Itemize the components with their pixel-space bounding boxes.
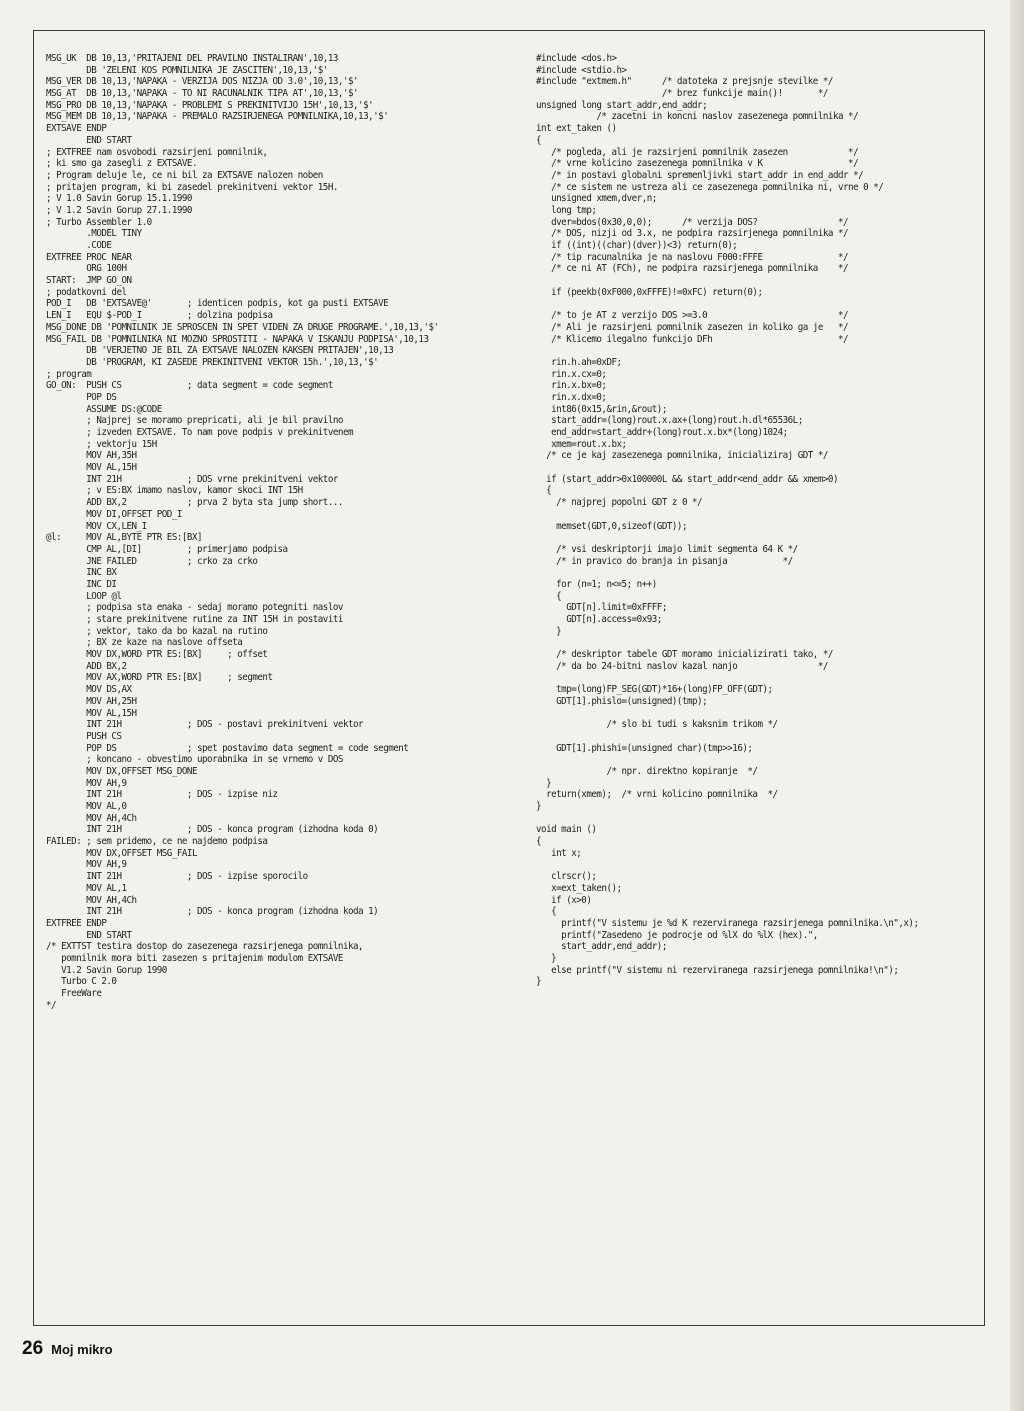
code-line: /* to je AT z verzijo DOS >=3.0 */ (536, 310, 849, 322)
code-line: /* vrne kolicino zasezenega pomnilnika v K */ (536, 158, 859, 170)
code-line (536, 813, 996, 825)
code-line: /* in postavi globalni spremenljivki start_addr in end_addr */ (536, 169, 864, 181)
code-line (536, 567, 996, 579)
code-line: MOV AL,15H (46, 462, 137, 474)
code-line: ORG 100H (46, 263, 127, 275)
code-line: INT 21H ; DOS - konca program (izhodna koda 1) (46, 906, 379, 918)
code-line: /* DOS, nizji od 3.x, ne podpira razsirjenega pomnilnika */ (536, 228, 849, 240)
code-line: if (x>0) (536, 894, 592, 906)
code-line: if (peekb(0xF000,0xFFFE)!=0xFC) return(0); (536, 286, 763, 298)
code-line: @l: MOV AL,BYTE PTR ES:[BX] (46, 532, 203, 544)
code-line: /* npr. direktno kopiranje */ (536, 765, 758, 777)
code-line: MOV CX,LEN_I (46, 520, 147, 532)
code-line (536, 509, 996, 521)
code-line: Turbo C 2.0 (46, 976, 117, 988)
code-line: ASSUME DS:@CODE (46, 403, 162, 415)
code-line: ; ki smo ga zasegli z EXTSAVE. (46, 158, 197, 170)
page-edge-shadow (1010, 0, 1024, 1411)
code-line: rin.x.cx=0; (536, 368, 607, 380)
code-line: MSG_VER DB 10,13,'NAPAKA - VERZIJA DOS NIZJA OD 3.0',10,13,'$' (46, 76, 359, 88)
code-line: printf("Zasedeno je podrocje od %lX do %lX (hex).", (536, 929, 818, 941)
code-line: ; V 1.2 Savin Gorup 27.1.1990 (46, 204, 192, 216)
code-line: DB 'VERJETNO JE BIL ZA EXTSAVE NALOZEN KAKSEN PRITAJEN',10,13 (46, 345, 394, 357)
code-line: MOV AL,15H (46, 707, 137, 719)
code-line: /* da bo 24-bitni naslov kazal nanjo */ (536, 660, 828, 672)
code-line: INT 21H ; DOS vrne prekinitveni vektor (46, 473, 338, 485)
code-line: /* ce ni AT (FCh), ne podpira razsirjenega pomnilnika */ (536, 263, 849, 275)
code-line: { (536, 134, 542, 146)
code-line: MOV AL,0 (46, 801, 127, 812)
code-line (536, 532, 996, 544)
magazine-name: Moj mikro (51, 1342, 113, 1357)
code-line: ; Najprej se moramo prepricati, ali je bil pravilno (46, 415, 343, 427)
code-line: INC DI (46, 578, 117, 590)
code-line: MOV DS,AX (46, 684, 132, 696)
code-line: ; koncano - obvestimo uporabnika in se vrnemo v DOS (46, 754, 343, 766)
code-line: end_addr=start_addr+(long)rout.x.bx*(long)1024; (536, 427, 788, 438)
code-line: MOV AL,1 (46, 882, 127, 894)
code-line: int86(0x15,&rin,&rout); (536, 403, 667, 415)
code-line: MOV AX,WORD PTR ES:[BX] ; segment (46, 672, 273, 684)
code-line: int x; (536, 847, 582, 859)
code-line (536, 462, 996, 474)
right-code-column (536, 53, 996, 988)
code-line: { (536, 836, 542, 848)
page-footer (22, 1338, 113, 1360)
code-line: } (536, 976, 542, 988)
code-line: MSG_MEM DB 10,13,'NAPAKA - PREMALO RAZSIRJENEGA POMNILNIKA,10,13,'$' (46, 111, 389, 123)
code-line: .CODE (46, 240, 112, 251)
code-line: POP DS ; spet postavimo data segment = code segment (46, 742, 409, 754)
code-line: MOV AH,35H (46, 450, 137, 462)
code-line: unsigned xmem,dver,n; (536, 193, 657, 205)
code-line: INT 21H ; DOS - izpise niz (46, 789, 278, 801)
code-line (536, 298, 996, 310)
code-line: #include "extmem.h" /* datoteka z prejsnje stevilke */ (536, 76, 833, 88)
code-line: /* EXTTST testira dostop do zasezenega razsirjenega pomnilnika, (46, 941, 364, 953)
code-line: /* ce sistem ne ustreza ali ce zasezenega pomnilnika ni, vrne 0 */ (536, 181, 884, 193)
code-line: /* zacetni in koncni naslov zasezenega pomnilnika */ (536, 111, 859, 123)
code-line (536, 345, 996, 357)
code-line (536, 637, 996, 649)
code-line: MSG_PRO DB 10,13,'NAPAKA - PROBLEMI S PREKINITVIJO 15H',10,13,'$' (46, 99, 374, 111)
code-line: clrscr(); (536, 871, 597, 883)
code-line: FreeWare (46, 988, 102, 999)
code-line: ; Program deluje le, ce ni bil za EXTSAVE nalozen noben (46, 169, 323, 181)
code-line: if ((int)((char)(dver))<3) return(0); (536, 240, 738, 251)
code-line: pomnilnik mora biti zasezen s pritajenim modulom EXTSAVE (46, 952, 343, 964)
code-line: MOV DX,OFFSET MSG_DONE (46, 765, 197, 777)
code-line: MOV DI,OFFSET POD_I (46, 508, 182, 520)
code-line: MSG_AT DB 10,13,'NAPAKA - TO NI RACUNALNIK TIPA AT',10,13,'$' (46, 88, 359, 100)
code-line: POD_I DB 'EXTSAVE@' ; identicen podpis, kot ga pusti EXTSAVE (46, 298, 389, 310)
code-line: END START (46, 134, 132, 146)
code-line: xmem=rout.x.bx; (536, 438, 627, 450)
code-line: DB 'ZELENI KOS POMNILNIKA JE ZASCITEN',10,13,'$' (46, 64, 328, 76)
code-line: ; Turbo Assembler 1.0 (46, 216, 152, 228)
code-line: /* pogleda, ali je razsirjeni pomnilnik zasezen */ (536, 146, 859, 158)
code-line: #include <dos.h> (536, 53, 617, 64)
code-line: INT 21H ; DOS - izpise sporocilo (46, 871, 308, 883)
code-line: POP DS (46, 391, 117, 403)
code-line: MOV AH,9 (46, 777, 127, 789)
code-line: dver=bdos(0x30,0,0); /* verzija DOS? */ (536, 216, 849, 228)
code-line: #include <stdio.h> (536, 64, 627, 76)
code-line: ; program (46, 368, 92, 380)
code-line: start_addr=(long)rout.x.ax+(long)rout.h.dl*65536L; (536, 415, 803, 427)
code-line: { (536, 485, 552, 497)
code-line: EXTFREE ENDP (46, 917, 107, 929)
code-line: LOOP @l (46, 590, 122, 602)
code-line: JNE FAILED ; crko za crko (46, 555, 258, 567)
code-line: ; V 1.0 Savin Gorup 15.1.1990 (46, 193, 192, 205)
code-line: */ (46, 999, 57, 1011)
code-line: MSG_FAIL DB 'POMNILNIKA NI MOZNO SPROSTITI - NAPAKA V ISKANJU PODPISA',10,13 (46, 333, 429, 345)
code-line (536, 731, 996, 743)
code-line: else printf("V sistemu ni rezerviranega razsirjenega pomnilnika!\n"); (536, 964, 899, 976)
left-code-column (46, 53, 506, 1011)
code-line: } (536, 952, 557, 964)
code-line: tmp=(long)FP_SEG(GDT)*16+(long)FP_OFF(GDT); (536, 684, 773, 696)
code-line: /* ce je kaj zasezenega pomnilnika, inicializiraj GDT */ (536, 450, 828, 462)
code-line: { (536, 590, 562, 602)
code-line: GDT[1].phislo=(unsigned)(tmp); (536, 695, 708, 707)
code-line: ADD BX,2 ; prva 2 byta sta jump short... (46, 497, 343, 509)
code-line: PUSH CS (46, 730, 122, 742)
code-line: ; izveden EXTSAVE. To nam pove podpis v prekinitvenem (46, 427, 354, 438)
code-line: ; podpisa sta enaka - sedaj moramo potegniti naslov (46, 602, 343, 614)
code-line: ; stare prekinitvene rutine za INT 15H in postaviti (46, 614, 343, 625)
code-line: ; podatkovni del (46, 286, 127, 298)
code-line: return(xmem); /* vrni kolicino pomnilnika */ (536, 789, 778, 801)
code-line (536, 859, 996, 871)
code-line: MOV AH,25H (46, 695, 137, 707)
code-line: INT 21H ; DOS - postavi prekinitveni vektor (46, 719, 364, 731)
code-line: for (n=1; n<=5; n++) (536, 578, 657, 590)
code-line: x=ext_taken(); (536, 882, 622, 894)
code-line: /* brez funkcije main()! */ (536, 88, 828, 100)
code-line: EXTSAVE ENDP (46, 123, 107, 135)
code-line: /* Ali je razsirjeni pomnilnik zasezen in koliko ga je */ (536, 321, 849, 333)
code-line (536, 754, 996, 766)
code-line: /* in pravico do branja in pisanja */ (536, 555, 793, 567)
code-line: MOV AH,4Ch (46, 812, 137, 824)
code-line: rin.x.bx=0; (536, 380, 607, 392)
code-line: } (536, 625, 562, 637)
code-line: MSG_UK DB 10,13,'PRITAJENI DEL PRAVILNO INSTALIRAN',10,13 (46, 53, 338, 64)
code-line: GO_ON: PUSH CS ; data segment = code segment (46, 380, 333, 392)
code-line: V1.2 Savin Gorup 1990 (46, 964, 167, 976)
code-line (536, 708, 996, 720)
code-line: /* vsi deskriptorji imajo limit segmenta 64 K */ (536, 543, 798, 555)
code-line: GDT[1].phishi=(unsigned char)(tmp>>16); (536, 742, 753, 754)
code-line: /* deskriptor tabele GDT moramo inicializirati tako, */ (536, 649, 833, 661)
code-line: EXTFREE PROC NEAR (46, 251, 132, 263)
code-line: MOV DX,WORD PTR ES:[BX] ; offset (46, 649, 268, 661)
code-line: FAILED: ; sem pridemo, ce ne najdemo podpisa (46, 836, 268, 848)
code-line: CMP AL,[DI] ; primerjamo podpisa (46, 543, 288, 555)
code-line: MOV AH,4Ch (46, 894, 137, 906)
code-line: MOV AH,9 (46, 859, 127, 871)
code-line: GDT[n].access=0x93; (536, 614, 662, 625)
code-line: /* slo bi tudi s kaksnim trikom */ (536, 719, 778, 731)
code-line: /* Klicemo ilegalno funkcijo DFh */ (536, 333, 849, 345)
code-line: .MODEL TINY (46, 228, 142, 240)
code-line (536, 275, 996, 287)
page-number: 26 (22, 1338, 44, 1359)
code-line: } (536, 801, 542, 812)
code-line: ; vektor, tako da bo kazal na rutino (46, 625, 268, 637)
code-line: ADD BX,2 (46, 660, 127, 672)
code-line: START: JMP GO_ON (46, 275, 132, 287)
code-line: /* najprej popolni GDT z 0 */ (536, 497, 703, 509)
code-line: ; pritajen program, ki bi zasedel prekinitveni vektor 15H. (46, 181, 338, 193)
code-line: MOV DX,OFFSET MSG_FAIL (46, 847, 197, 859)
code-line: start_addr,end_addr); (536, 941, 667, 953)
code-line: memset(GDT,0,sizeof(GDT)); (536, 520, 687, 532)
code-line: void main () (536, 824, 597, 836)
code-line: MSG_DONE DB 'POMNILNIK JE SPROSCEN IN SPET VIDEN ZA DRUGE PROGRAME.',10,13,'$' (46, 321, 439, 333)
code-line: } (536, 777, 552, 789)
code-line: DB 'PROGRAM, KI ZASEDE PREKINITVENI VEKTOR 15h.',10,13,'$' (46, 356, 379, 368)
code-line: INT 21H ; DOS - konca program (izhodna koda 0) (46, 824, 379, 836)
code-line: { (536, 906, 557, 918)
code-line: END START (46, 929, 132, 941)
code-line: GDT[n].limit=0xFFFF; (536, 602, 667, 614)
code-line: /* tip racunalnika je na naslovu F000:FFFE */ (536, 251, 849, 263)
code-line: ; vektorju 15H (46, 438, 157, 450)
code-line: ; v ES:BX imamo naslov, kamor skoci INT 15H (46, 485, 303, 497)
code-line: long tmp; (536, 204, 597, 216)
code-line: LEN_I EQU $-POD_I ; dolzina podpisa (46, 310, 273, 322)
code-line: rin.h.ah=0xDF; (536, 356, 622, 368)
listing-frame (33, 30, 985, 1326)
code-line: rin.x.dx=0; (536, 391, 607, 403)
code-line: printf("V sistemu je %d K rezerviranega razsirjenega pomnilnika.\n",x); (536, 917, 919, 929)
code-line: int ext_taken () (536, 123, 617, 135)
code-line: unsigned long start_addr,end_addr; (536, 99, 708, 111)
code-line: ; EXTFREE nam osvobodi razsirjeni pomnilnik, (46, 146, 268, 158)
code-line: INC BX (46, 567, 117, 579)
code-line: if (start_addr>0x100000L && start_addr<end_addr && xmem>0) (536, 473, 838, 485)
code-line: ; BX ze kaze na naslove offseta (46, 637, 243, 649)
code-line (536, 672, 996, 684)
